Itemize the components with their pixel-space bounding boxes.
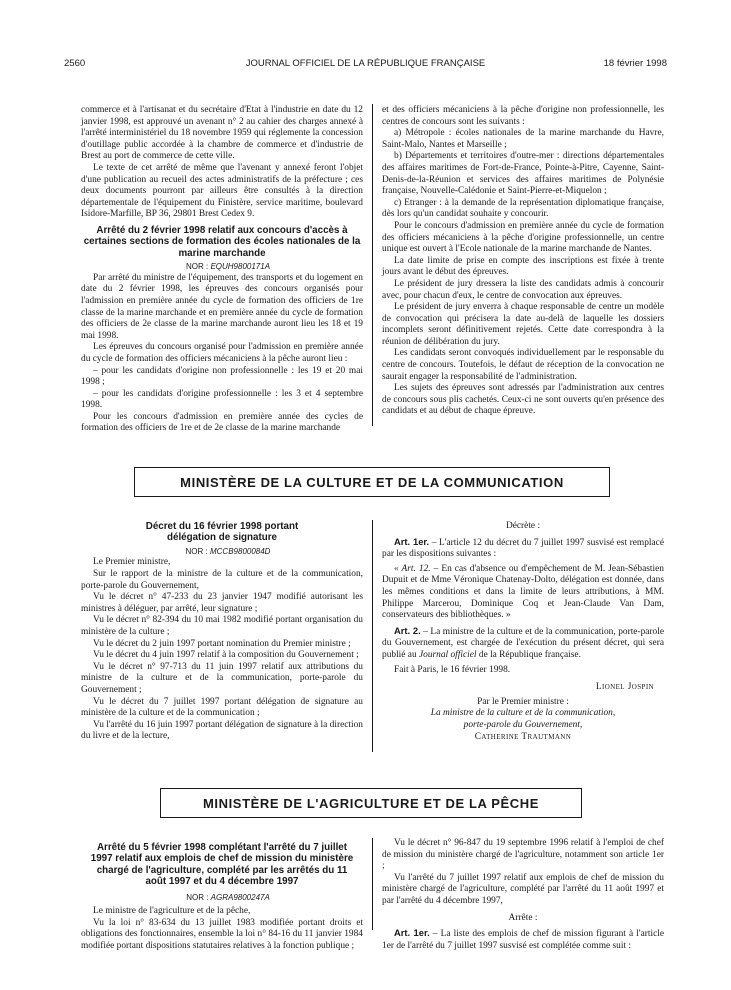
paragraph: Vu le décret du 2 juin 1997 portant nomination du Premier ministre ; bbox=[93, 638, 351, 649]
nor-reference bbox=[81, 892, 363, 904]
paragraph: Les épreuves du concours organisé pour l'admission en première année du cycle de formation des officiers mécaniciens à la pêche auront lieu : bbox=[81, 342, 363, 364]
paragraph: a) Métropole : écoles nationales de la marine marchande du Havre, Saint-Malo, Nantes et Marseille ; bbox=[382, 128, 664, 150]
paragraph: Les candidats seront convoqués individuellement par le responsable du centre de concours. Toutefois, le défaut de réception de la convocation ne saurait engager la responsabilité de l'administration. bbox=[382, 348, 664, 382]
article-text: – L'article 12 du décret du 7 juillet 1997 susvisé est remplacé par les dispositions suivantes : bbox=[382, 537, 664, 560]
culture-left-column bbox=[81, 517, 363, 743]
paragraph: – pour les candidats d'origine non professionnelle : les 19 et 20 mai 1998 ; bbox=[81, 365, 363, 388]
ministry-banner-agriculture: MINISTÈRE DE L'AGRICULTURE ET DE LA PÊCHE bbox=[160, 788, 582, 818]
paragraph: Vu l'arrêté du 16 juin 1997 portant délégation de signature à la direction du livre et de la lecture, bbox=[81, 719, 363, 742]
paragraph: Le président de jury enverra à chaque responsable de centre un modèle de convocation qui précisera la date au-delà de laquelle les dossiers incomplets seront définitivement rejetés. Cette date correspondra à la réunion de délibération du jury. bbox=[382, 302, 664, 347]
article-text: – La liste des emplois de chef de mission figurant à l'article 1er de l'arrêté du 7 juillet 1997 susvisé est complétée comme suit : bbox=[382, 929, 664, 951]
paragraph: c) Etranger : à la demande de la représentation diplomatique française, dès lors qu'un candidat souhaite y concourir. bbox=[382, 197, 664, 220]
paragraph: Vu l'arrêté du 7 juillet 1997 relatif aux emplois de chef de mission du ministère chargé de l'agriculture, complété par l'arrêté du 11 août 1997 et par l'arrêté du 4 décembre 1997, bbox=[382, 872, 664, 906]
minister-name: Catherine Trautmann bbox=[474, 731, 572, 742]
nor-label: NOR : bbox=[186, 892, 209, 902]
minister-role: La ministre de la culture et de la communication, porte-parole du Gouvernement, bbox=[430, 708, 616, 730]
signatory: Lionel Jospin bbox=[595, 682, 654, 693]
journal-title: JOURNAL OFFICIEL DE LA RÉPUBLIQUE FRANÇAISE bbox=[245, 58, 486, 69]
paragraph: Pour le concours d'admission en première année du cycle de formation des officiers mécaniciens à la pêche d'origine professionnelle, un centre unique est ouvert à l'Ecole nationale de la marine marchande de Nantes. bbox=[382, 220, 664, 255]
decrete-label: Décrète : bbox=[505, 521, 541, 531]
decret-title: Décret du 16 février 1998 portant délégation de signature bbox=[145, 521, 299, 544]
paragraph: Vu le décret du 4 juin 1997 relatif à la composition du Gouvernement ; bbox=[93, 650, 359, 661]
paragraph: Vu le décret n° 47-233 du 23 janvier 1947 modifié autorisant les ministres à déléguer, par arrêté, leur signature ; bbox=[81, 592, 363, 614]
nor-label: NOR : bbox=[185, 262, 209, 272]
paragraph: Vu le décret n° 96-847 du 19 septembre 1996 relatif à l'emploi de chef de mission du ministère chargé de l'agriculture, notamment son article 1er ; bbox=[382, 838, 664, 872]
agri-left-column bbox=[81, 838, 363, 953]
paragraph: Vu le décret n° 82-394 du 10 mai 1982 modifié portant organisation du ministère de la culture ; bbox=[81, 615, 363, 637]
nor-reference bbox=[81, 546, 363, 558]
nor-code: MCCB9800084D bbox=[209, 546, 271, 556]
top-left-column bbox=[81, 105, 363, 435]
column-divider bbox=[372, 838, 373, 930]
fait-line: Fait à Paris, le 16 février 1998. bbox=[394, 664, 511, 675]
article-text: – La ministre de la culture et de la communication, porte-parole du Gouvernement, est chargée de l'exécution du présent décret, qui sera publié au bbox=[382, 626, 665, 660]
paragraph: – pour les candidats d'origine professionnelle : les 3 et 4 septembre 1998. bbox=[81, 388, 363, 411]
article-text: de la République française. bbox=[476, 649, 581, 660]
article-label: Art. 1er. bbox=[394, 927, 430, 939]
paragraph: Le président de jury dressera la liste des candidats admis à concourir avec, pour chacun d'eux, le centre de convocation aux épreuves. bbox=[382, 278, 664, 301]
arrete-title: Arrêté du 5 février 1998 complétant l'arrêté du 7 juillet 1997 relatif aux emplois de chef de mission du ministère chargé de l'agriculture, complété par les arrêtés du 11 août 1997 et du 4 décembre 1997 bbox=[90, 842, 354, 888]
paragraph: b) Départements et territoires d'outre-mer : directions départementales des affaires maritimes de Fort-de-France, Pointe-à-Pitre, Cayenne, Saint-Denis-de-la-Réunion et services des affaires maritimes de Polynésie française, Nouvelle-Calédonie et Saint-Pierre-et-Miquelon ; bbox=[382, 151, 664, 197]
journal-reference: Journal officiel bbox=[418, 649, 477, 660]
paragraph: Vu le décret n° 97-713 du 11 juin 1997 relatif aux attributions du ministre de la culture et de la communication, porte-parole du Gouvernement ; bbox=[81, 661, 363, 695]
par-le-line: Par le Premier ministre : bbox=[477, 696, 569, 707]
paragraph: Le ministre de l'agriculture et de la pêche, bbox=[93, 906, 251, 917]
nor-code: AGRA9800247A bbox=[210, 892, 270, 902]
paragraph: Le Premier ministre, bbox=[93, 557, 171, 568]
column-divider bbox=[372, 104, 373, 426]
ministry-banner-culture: MINISTÈRE DE LA CULTURE ET DE LA COMMUNICATION bbox=[134, 467, 610, 497]
article-label: Art. 1er. bbox=[394, 535, 430, 547]
nor-reference bbox=[81, 261, 363, 273]
paragraph: Par arrêté du ministre de l'équipement, des transports et du logement en date du 2 février 1998, les épreuves des concours organisés pour l'admission en première année du cycle de formation des officiers de 1re classe de la marine marchande et en première année du cycle de formation des officiers de 2e classe de la marine marchande auront lieu les 18 et 19 mai 1998. bbox=[81, 272, 363, 341]
paragraph: La date limite de prise en compte des inscriptions est fixée à trente jours avant le début des épreuves. bbox=[382, 255, 664, 278]
paragraph: Pour les concours d'admission en première année des cycles de formation des officiers de 1re et de 2e classe de la marine marchande bbox=[81, 411, 363, 434]
article-label: « Art. 12. bbox=[394, 563, 431, 574]
top-right-column bbox=[382, 105, 664, 418]
paragraph: Vu la loi n° 83-634 du 13 juillet 1983 modifiée portant droits et obligations des fonctionnaires, ensemble la loi n° 84-16 du 11 janvier 1984 modifiée portant dispositions statutaires relatives à la fonction publique ; bbox=[81, 917, 363, 951]
paragraph: Sur le rapport de la ministre de la culture et de la communication, porte-parole du Gouvernement, bbox=[81, 569, 363, 591]
page-number: 2560 bbox=[64, 58, 86, 69]
nor-code: EQUH9800171A bbox=[210, 262, 271, 272]
issue-date: 18 février 1998 bbox=[603, 58, 667, 69]
paragraph: Le texte de cet arrêté de même que l'avenant y annexé feront l'objet d'une publication au recueil des actes administratifs de la préfecture ; ces deux documents pourront par ailleurs être consultés à la direction départementale de l'équipement du Finistère, service maritime, boulevard Isidore-Marfille, BP 36, 29801 Brest Cedex 9. bbox=[81, 162, 363, 220]
paragraph: Vu le décret du 7 juillet 1997 portant délégation de signature au ministère de la culture et de la communication ; bbox=[81, 696, 363, 719]
nor-label: NOR : bbox=[185, 546, 208, 556]
paragraph: Les sujets des épreuves sont adressés par l'administration aux centres de concours sous plis cachetés. Ceux-ci ne sont ouverts qu'en présence des candidats et au début de chaque épreuve. bbox=[382, 383, 664, 417]
paragraph: commerce et à l'artisanat et du secrétaire d'Etat à l'industrie en date du 12 janvier 1998, est approuvé un avenant n° 2 au cahier des charges annexé à l'arrêté interministériel du 18 novembre 1959 qui réglemente la concession d'outillage public accordée à la chambre de commerce et d'industrie de Brest au port de commerce de cette ville. bbox=[81, 105, 363, 162]
article-label: Art. 2. bbox=[394, 624, 421, 636]
agri-right-column bbox=[382, 838, 664, 952]
arrete-title: Arrêté du 2 février 1998 relatif aux concours d'accès à certaines sections de formation des écoles nationales de la marine marchande bbox=[83, 224, 361, 259]
arrete-label: Arrête : bbox=[508, 912, 538, 923]
column-divider bbox=[372, 520, 373, 752]
paragraph: et des officiers mécaniciens à la pêche d'origine non professionnelle, les centres de concours sont les suivants : bbox=[382, 105, 664, 127]
culture-right-column bbox=[382, 521, 664, 743]
article-text: – En cas d'absence ou d'empêchement de M. Jean-Sébastien Dupuit et de Mme Véronique Chatenay-Dolto, délégation est donnée, dans les mêmes conditions et dans la limite de leurs attributions, à MM. Philippe Marcerou, Dominique Coq et Jean-Claude Van Dam, conservateurs des bibliothèques. » bbox=[382, 563, 664, 621]
